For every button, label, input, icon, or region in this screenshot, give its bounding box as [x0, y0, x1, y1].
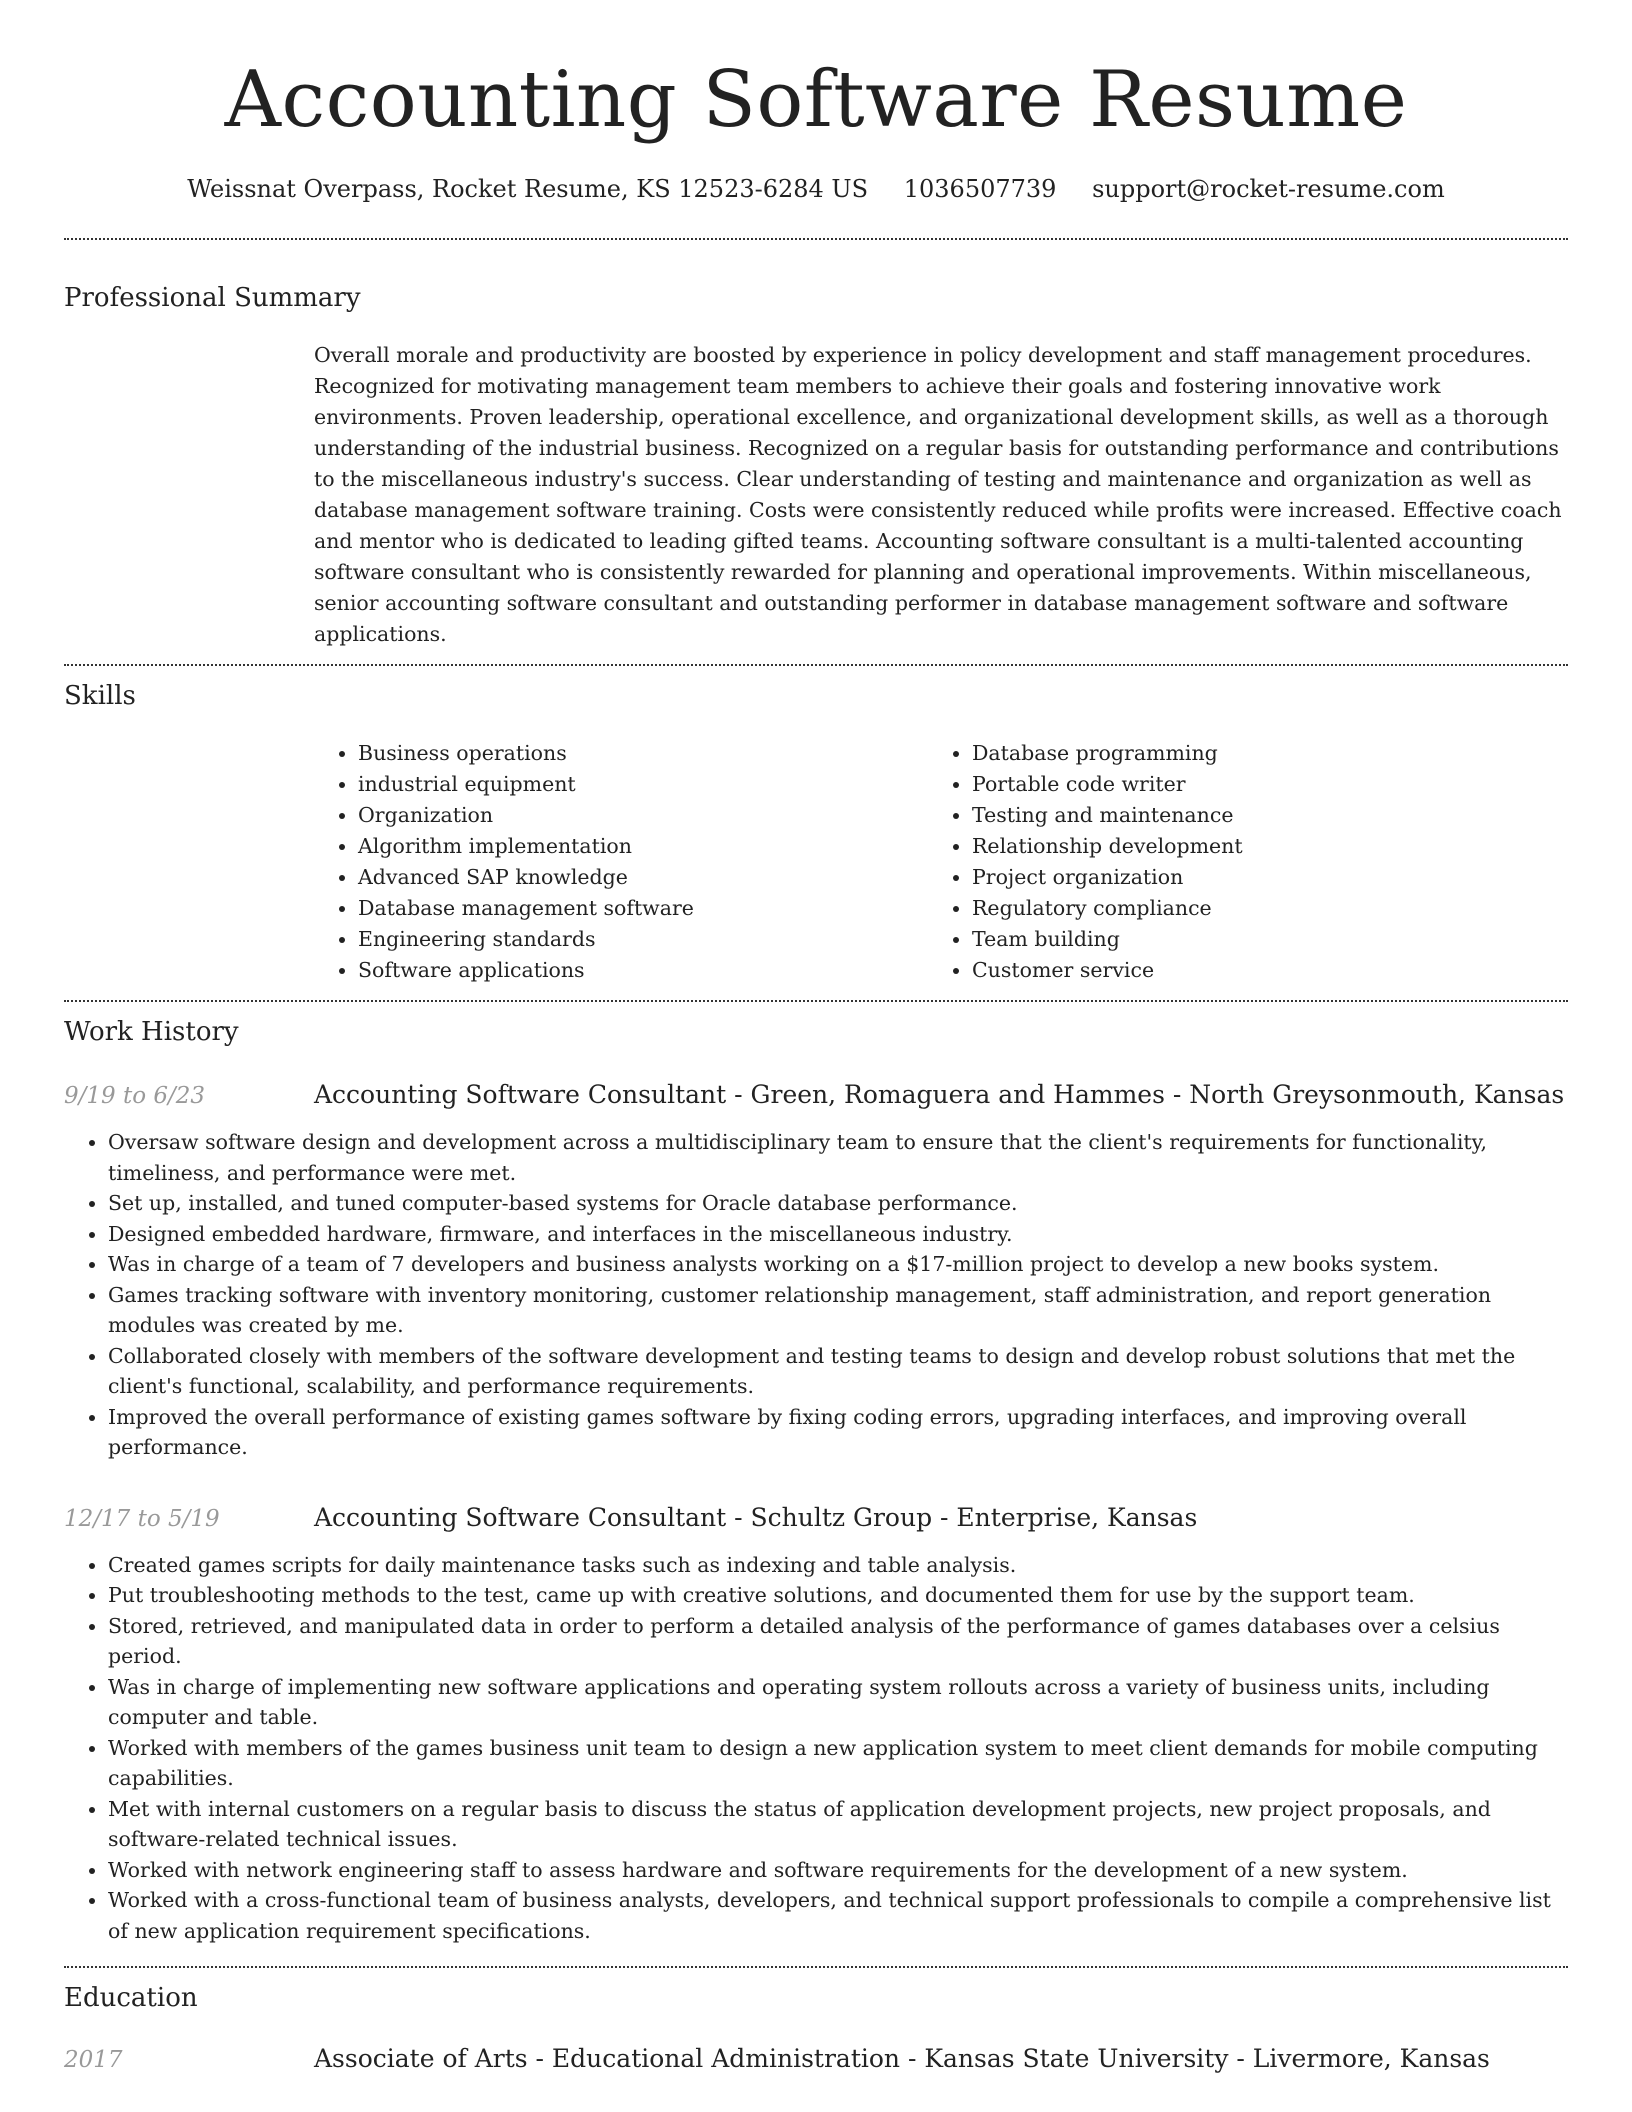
skills-section	[64, 666, 1568, 986]
skill-item: • Relationship development	[972, 831, 1532, 862]
section-heading-summary: Professional Summary	[64, 283, 361, 313]
section-heading-education: Education	[64, 1983, 198, 2013]
job-bullet: • Worked with network engineering staff to assess hardware and software requirements for the development of a new system.	[108, 1855, 1568, 1886]
job-bullet: • Created games scripts for daily maintenance tasks such as indexing and table analysis.	[108, 1550, 1568, 1581]
job-title: Accounting Software Consultant - Schultz Group - Enterprise, Kansas	[314, 1502, 1198, 1532]
resume-header	[64, 0, 1568, 206]
contact-email: support@rocket-resume.com	[1092, 175, 1445, 203]
skill-item: • industrial equipment	[358, 769, 928, 800]
skill-item: • Database programming	[972, 738, 1532, 769]
education-entry	[64, 2042, 1568, 2077]
skills-list-left	[314, 738, 928, 986]
contact-line	[64, 172, 1568, 206]
skills-list-right	[928, 738, 1532, 986]
job-bullet: • Worked with members of the games business unit team to design a new application system to meet client demands for mobile computing capabilities.	[108, 1733, 1568, 1794]
skills-grid	[314, 738, 1568, 986]
skill-item: • Software applications	[358, 955, 928, 986]
skill-item: • Advanced SAP knowledge	[358, 862, 928, 893]
job-header	[64, 1078, 1568, 1113]
section-heading-skills: Skills	[64, 681, 136, 711]
contact-phone: 1036507739	[903, 175, 1057, 203]
job-bullet-list	[64, 1550, 1568, 1947]
job-dates: 12/17 to 5/19	[64, 1505, 220, 1532]
education-dates: 2017	[64, 2047, 123, 2073]
job-bullet: • Set up, installed, and tuned computer-based systems for Oracle database performance.	[108, 1188, 1568, 1219]
professional-summary-section	[64, 240, 1568, 650]
job-bullet: • Worked with a cross-functional team of business analysts, developers, and technical support professionals to compile a comprehensive list of new application requirement specifications.	[108, 1885, 1568, 1946]
summary-text: Overall morale and productivity are boosted by experience in policy development and staff management procedures. Recognized for motivating management team members to achieve their goals and fostering innovative work environments. Proven leadership, operational excellence, and organizational development skills, as well as a thorough understanding of the industrial business. Recognized on a regular basis for outstanding performance and contributions to the miscellaneous industry's success. Clear understanding of testing and maintenance and organization as well as database management software training. Costs were consistently reduced while profits were increased. Effective coach and mentor who is dedicated to leading gifted teams. Accounting software consultant is a multi-talented accounting software consultant who is consistently rewarded for planning and operational improvements. Within miscellaneous, senior accounting software consultant and outstanding performer in database management software and software applications.	[314, 343, 1562, 646]
skill-item: • Project organization	[972, 862, 1532, 893]
job-bullet: • Met with internal customers on a regular basis to discuss the status of application development projects, new project proposals, and software-related technical issues.	[108, 1794, 1568, 1855]
skill-item: • Customer service	[972, 955, 1532, 986]
skill-item: • Engineering standards	[358, 924, 928, 955]
skill-item: • Organization	[358, 800, 928, 831]
job-bullet: • Improved the overall performance of existing games software by fixing coding errors, upgrading interfaces, and improving overall performance.	[108, 1402, 1568, 1463]
skill-item: • Regulatory compliance	[972, 893, 1532, 924]
job-bullet: • Put troubleshooting methods to the test, came up with creative solutions, and documented them for use by the support team.	[108, 1580, 1568, 1611]
job-bullet: • Stored, retrieved, and manipulated data in order to perform a detailed analysis of the performance of games databases over a celsius period.	[108, 1611, 1568, 1672]
skill-item: • Business operations	[358, 738, 928, 769]
job-bullet-list	[64, 1127, 1568, 1463]
education-title: Associate of Arts - Educational Administration - Kansas State University - Livermore, Kansas	[314, 2044, 1490, 2073]
section-heading-work: Work History	[64, 1017, 239, 1047]
skill-item: • Team building	[972, 924, 1532, 955]
job-bullet: • Oversaw software design and development across a multidisciplinary team to ensure that the client's requirements for functionality, timeliness, and performance were met.	[108, 1127, 1568, 1188]
job-bullet: • Games tracking software with inventory monitoring, customer relationship management, staff administration, and report generation modules was created by me.	[108, 1280, 1568, 1341]
job-bullet: • Designed embedded hardware, firmware, and interfaces in the miscellaneous industry.	[108, 1219, 1568, 1250]
job-entry	[64, 1501, 1568, 1947]
resume-title: Accounting Software Resume	[224, 55, 1408, 145]
skill-item: • Testing and maintenance	[972, 800, 1532, 831]
job-entry	[64, 1078, 1568, 1463]
contact-address: Weissnat Overpass, Rocket Resume, KS 12523-6284 US	[187, 175, 869, 203]
job-header	[64, 1501, 1568, 1536]
work-history-section	[64, 1002, 1568, 1966]
spacer	[64, 1946, 1568, 1966]
job-title: Accounting Software Consultant - Green, Romaguera and Hammes - North Greysonmouth, Kansas	[314, 1080, 1565, 1109]
skill-item: • Algorithm implementation	[358, 831, 928, 862]
job-dates: 9/19 to 6/23	[64, 1083, 206, 1109]
job-bullet: • Was in charge of implementing new software applications and operating system rollouts across a variety of business units, including computer and table.	[108, 1672, 1568, 1733]
skill-item: • Portable code writer	[972, 769, 1532, 800]
education-section	[64, 1968, 1568, 2077]
job-bullet: • Collaborated closely with members of the software development and testing teams to design and develop robust solutions that met the client's functional, scalability, and performance requirements.	[108, 1341, 1568, 1402]
skill-item: • Database management software	[358, 893, 928, 924]
job-bullet: • Was in charge of a team of 7 developers and business analysts working on a $17-million project to develop a new books system.	[108, 1249, 1568, 1280]
